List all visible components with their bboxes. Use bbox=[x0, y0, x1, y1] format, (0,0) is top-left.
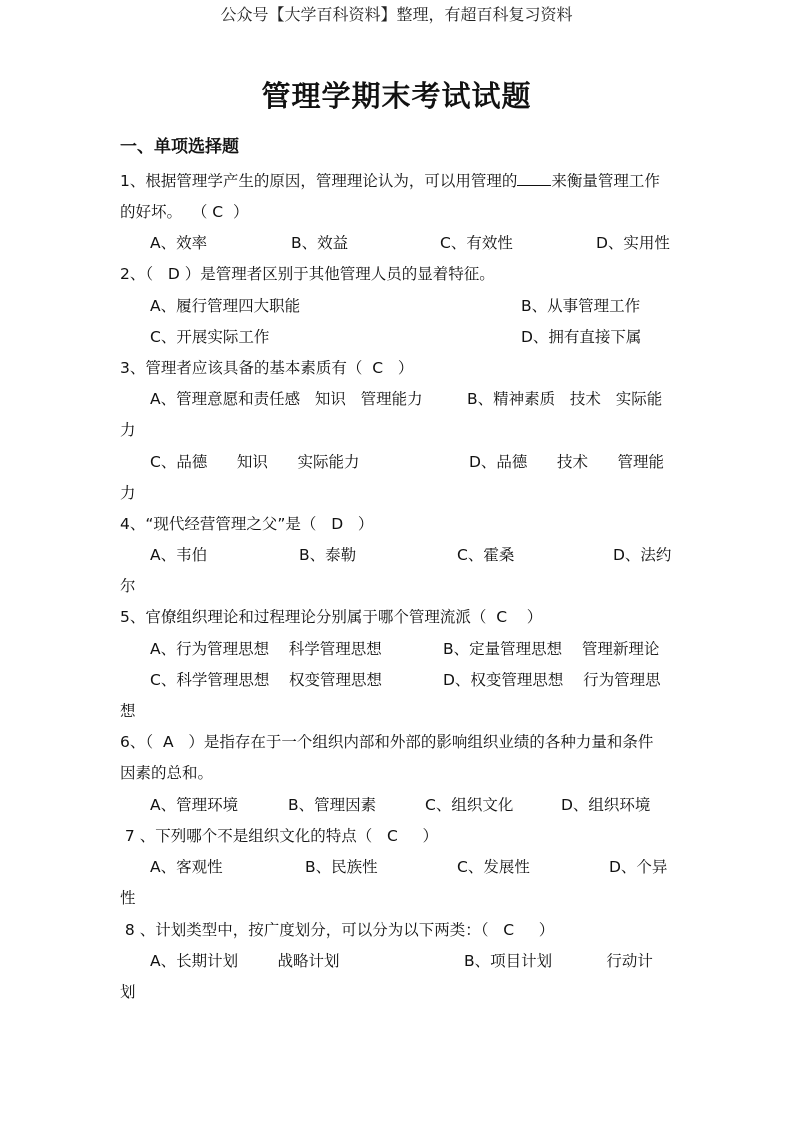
option-d-wrap: 想 bbox=[120, 702, 136, 720]
question-1-stem bbox=[120, 171, 660, 191]
question-5-stem: 5、官僚组织理论和过程理论分别属于哪个管理流派（ C ） bbox=[120, 608, 543, 626]
option-c: C、发展性 bbox=[457, 858, 530, 876]
option-b: B、从事管理工作 bbox=[521, 297, 641, 315]
option-a: A、客观性 bbox=[150, 858, 223, 876]
option-b-wrap: 力 bbox=[120, 421, 136, 439]
question-6-stem-cont: 因素的总和。 bbox=[120, 764, 214, 782]
option-a: A、管理意愿和责任感 知识 管理能力 bbox=[150, 390, 423, 408]
option-a: A、管理环境 bbox=[150, 796, 239, 814]
question-8-stem: 8 、计划类型中，按广度划分，可以分为以下两类：（ C ） bbox=[120, 921, 555, 939]
option-a: A、效率 bbox=[150, 234, 208, 252]
option-d-wrap: 力 bbox=[120, 484, 136, 502]
option-d: D、品德 技术 管理能 bbox=[469, 453, 665, 471]
option-b-wrap: 划 bbox=[120, 983, 136, 1001]
question-6-stem: 6、（ A ）是指存在于一个组织内部和外部的影响组织业绩的各种力量和条件 bbox=[120, 733, 654, 751]
option-b: B、精神素质 技术 实际能 bbox=[467, 390, 663, 408]
option-a: A、行为管理思想 科学管理思想 bbox=[150, 640, 382, 658]
question-4-stem: 4、“现代经营管理之父”是（ D ） bbox=[120, 515, 374, 533]
option-d: D、权变管理思想 行为管理思 bbox=[443, 671, 661, 689]
option-d-wrap: 性 bbox=[120, 889, 136, 907]
option-d: D、实用性 bbox=[596, 234, 670, 252]
option-c: C、组织文化 bbox=[425, 796, 514, 814]
option-c: C、有效性 bbox=[440, 234, 513, 252]
option-a: A、履行管理四大职能 bbox=[150, 297, 301, 315]
fill-blank bbox=[517, 171, 551, 186]
section-heading: 一、单项选择题 bbox=[120, 137, 239, 157]
question-1-stem-cont: 的好坏。 （ C ） bbox=[120, 203, 249, 221]
option-b: B、定量管理思想 管理新理论 bbox=[443, 640, 660, 658]
option-a: A、韦伯 bbox=[150, 546, 208, 564]
stem-part: 来衡量管理工作 bbox=[551, 172, 660, 190]
page-header-note: 公众号【大学百科资料】整理，有超百科复习资料 bbox=[220, 5, 573, 24]
question-3-stem: 3、管理者应该具备的基本素质有（ C ） bbox=[120, 359, 414, 377]
option-d: D、法约 bbox=[613, 546, 672, 564]
option-b: B、泰勒 bbox=[299, 546, 357, 564]
option-d: D、拥有直接下属 bbox=[521, 328, 642, 346]
option-b: B、民族性 bbox=[305, 858, 378, 876]
option-d: D、组织环境 bbox=[561, 796, 651, 814]
option-b: B、项目计划 行动计 bbox=[464, 952, 653, 970]
stem-part: 1、根据管理学产生的原因，管理理论认为，可以用管理的 bbox=[120, 172, 518, 190]
question-7-stem: 7 、下列哪个不是组织文化的特点（ C ） bbox=[120, 827, 438, 845]
option-d: D、个异 bbox=[609, 858, 668, 876]
document-title: 管理学期末考试试题 bbox=[261, 79, 532, 113]
option-c: C、科学管理思想 权变管理思想 bbox=[150, 671, 383, 689]
question-2-stem: 2、（ D ）是管理者区别于其他管理人员的显着特征。 bbox=[120, 265, 495, 283]
option-b: B、效益 bbox=[291, 234, 349, 252]
option-c: C、开展实际工作 bbox=[150, 328, 270, 346]
option-b: B、管理因素 bbox=[288, 796, 377, 814]
option-c: C、霍桑 bbox=[457, 546, 515, 564]
option-d-wrap: 尔 bbox=[120, 577, 136, 595]
option-c: C、品德 知识 实际能力 bbox=[150, 453, 360, 471]
option-a: A、长期计划 战略计划 bbox=[150, 952, 340, 970]
